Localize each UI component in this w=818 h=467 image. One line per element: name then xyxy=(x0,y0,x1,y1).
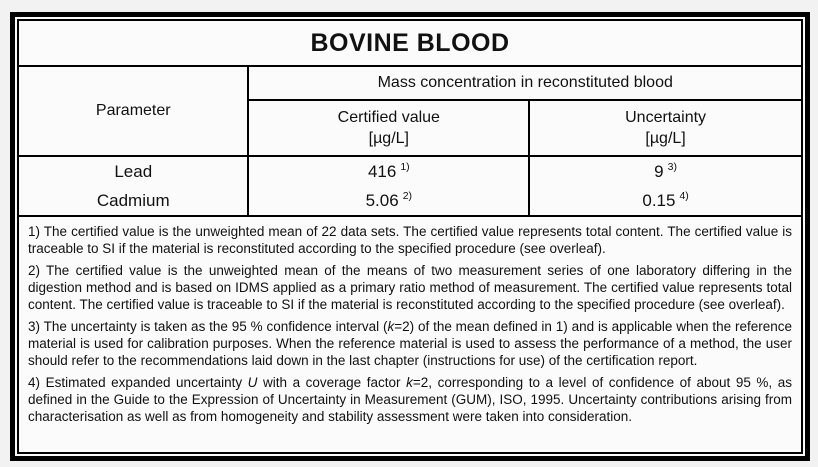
footnote-text: =2, corresponding to a level of confidence of about 95 %, as defined in the Guide to the Expression of Uncertainty in Measurement (GUM), ISO, 1995. Uncertainty contributions arising from characterisation as well as from homogeneity and stability assessment were taken into consideration. xyxy=(28,375,793,424)
uncertainty-value-text: 0.15 xyxy=(642,190,676,210)
certified-value xyxy=(249,186,528,215)
footnotes-cell xyxy=(18,216,802,453)
footnote-2 xyxy=(28,262,792,313)
certified-value-text: 5.06 xyxy=(365,190,399,210)
certified-value-text: 416 xyxy=(367,161,397,181)
parameter-name-text: Lead xyxy=(114,161,153,181)
certificate-table xyxy=(17,19,803,454)
footnote-text: 3) The uncertainty is taken as the 95 % confidence interval ( xyxy=(28,319,388,334)
certified-value-header-unit: [µg/L] xyxy=(368,130,409,147)
footnote-marker: 4) xyxy=(679,189,689,202)
data-row xyxy=(18,156,802,216)
certified-value-header-label: Certified value xyxy=(337,109,440,126)
footnote-4 xyxy=(28,374,792,425)
uncertainty-header-label: Uncertainty xyxy=(625,109,707,126)
certified-value-header xyxy=(248,100,529,156)
symbol-italic: U xyxy=(247,375,258,390)
certified-value-column xyxy=(248,156,529,216)
footnote-text: 2) The certified value is the unweighted mean of the means of two measurement series of one laboratory differing in the digestion method and is based on IDMS applied as a primary ratio method of measurement. The certified value represents total content. The certified value is traceable to SI if the material is reconstituted according to the specified procedure (see overleaf). xyxy=(28,263,792,312)
uncertainty-header xyxy=(529,100,802,156)
uncertainty-header-unit: [µg/L] xyxy=(645,130,686,147)
footnote-text: 4) Estimated expanded uncertainty xyxy=(28,375,248,390)
parameter-column xyxy=(18,156,248,216)
footnotes-row xyxy=(18,216,802,453)
footnote-marker: 2) xyxy=(402,189,413,202)
footnote-text: with a coverage factor xyxy=(257,375,407,390)
uncertainty-value xyxy=(530,186,801,215)
uncertainty-value xyxy=(530,157,801,186)
parameter-name xyxy=(19,157,247,186)
parameter-name xyxy=(19,186,247,215)
certificate-sheet xyxy=(10,12,810,461)
footnote-text: 1) The certified value is the unweighted mean of 22 data sets. The certified value represents total content. The certified value is traceable to SI if the material is reconstituted according to the specified procedure (see overleaf). xyxy=(28,224,792,256)
parameter-header: Parameter xyxy=(18,66,248,156)
footnote-marker: 3) xyxy=(667,160,677,173)
footnote-1 xyxy=(28,223,792,257)
uncertainty-column xyxy=(529,156,802,216)
parameter-name-text: Cadmium xyxy=(96,190,170,210)
symbol-italic: k xyxy=(406,375,413,390)
symbol-italic: k xyxy=(387,319,395,334)
uncertainty-value-text: 9 xyxy=(654,161,664,181)
footnote-marker: 1) xyxy=(400,160,410,173)
footnote-3 xyxy=(28,318,792,369)
certified-value xyxy=(249,157,528,186)
footnote-text: =2) of the mean defined in 1) and is applicable when the reference material is used for calibration purposes. When the reference material is used to assess the performance of a method, the user should refer to the recommendations laid down in the last chapter (instructions for use) of the certification report. xyxy=(28,319,792,368)
title-row xyxy=(18,20,802,66)
group-header: Mass concentration in reconstituted blood xyxy=(248,66,802,100)
document-title: BOVINE BLOOD xyxy=(18,20,802,66)
group-header-row xyxy=(18,66,802,100)
